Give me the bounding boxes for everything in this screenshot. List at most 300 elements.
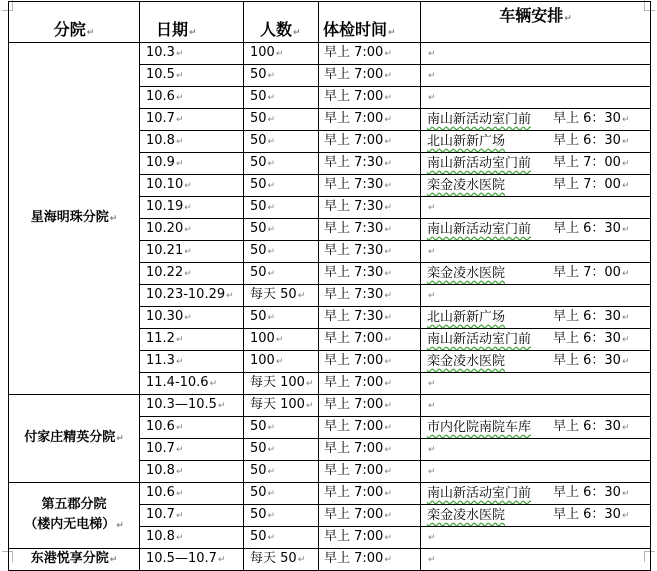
exam-date-cell	[140, 329, 244, 351]
exam-time-cell	[319, 263, 421, 285]
exam-time: 早上 7:00	[324, 353, 384, 368]
paragraph-mark: ↵	[209, 379, 218, 389]
paragraph-mark: ↵	[189, 28, 197, 38]
paragraph-mark: ↵	[384, 159, 392, 169]
vehicle-arrangement-cell	[421, 373, 651, 395]
vehicle-arrangement-cell	[421, 439, 651, 461]
paragraph-mark: ↵	[297, 291, 306, 301]
paragraph-mark: ↵	[267, 489, 276, 499]
vehicle-arrangement-cell	[421, 43, 651, 65]
paragraph-mark: ↵	[267, 93, 276, 103]
paragraph-mark: ↵	[384, 247, 392, 257]
headcount: 每天 50	[250, 551, 297, 566]
exam-date-cell	[140, 109, 244, 131]
paragraph-mark: ↵	[428, 93, 436, 103]
paragraph-mark: ↵	[621, 313, 630, 323]
paragraph-mark: ↵	[267, 313, 276, 323]
exam-time-cell	[319, 109, 421, 131]
paragraph-mark: ↵	[267, 71, 276, 81]
paragraph-mark: ↵	[305, 379, 314, 389]
exam-time: 早上 7:00	[324, 441, 384, 456]
exam-date: 10.20	[146, 221, 184, 236]
exam-date: 11.2	[146, 331, 175, 346]
paragraph-mark: ↵	[293, 28, 301, 38]
branch-name-cell	[9, 43, 140, 395]
headcount-cell	[244, 439, 319, 461]
headcount-cell	[244, 417, 319, 439]
exam-date-cell	[140, 219, 244, 241]
paragraph-mark: ↵	[267, 247, 276, 257]
paragraph-mark: ↵	[267, 181, 276, 191]
exam-date: 10.6	[146, 419, 175, 434]
vehicle-arrangement-cell	[421, 131, 651, 153]
exam-date: 10.6	[146, 89, 175, 104]
headcount-cell	[244, 329, 319, 351]
paragraph-mark: ↵	[109, 555, 118, 565]
exam-date-cell	[140, 395, 244, 417]
paragraph-mark: ↵	[621, 181, 630, 191]
headcount-cell	[244, 109, 319, 131]
headcount: 50	[250, 507, 267, 522]
paragraph-mark: ↵	[384, 115, 392, 125]
paragraph-mark: ↵	[384, 137, 392, 147]
table-header	[9, 2, 651, 43]
pickup-time: 早上 6：30↵	[553, 353, 630, 368]
paragraph-mark: ↵	[267, 137, 276, 147]
paragraph-mark: ↵	[226, 291, 234, 301]
paragraph-mark: ↵	[384, 225, 392, 235]
exam-time-cell	[319, 373, 421, 395]
paragraph-mark: ↵	[184, 313, 192, 323]
paragraph-mark: ↵	[428, 401, 436, 411]
exam-date: 10.5—10.7	[146, 551, 217, 566]
paragraph-mark: ↵	[564, 14, 572, 24]
branch-name: 东港悦享分院	[30, 551, 109, 566]
paragraph-mark: ↵	[175, 357, 184, 367]
exam-time-cell	[319, 461, 421, 483]
exam-time: 早上 7:30	[324, 309, 384, 324]
table-body	[9, 43, 651, 571]
paragraph-mark: ↵	[267, 225, 276, 235]
exam-date: 10.9	[146, 155, 175, 170]
headcount-cell	[244, 483, 319, 505]
headcount-cell	[244, 505, 319, 527]
exam-time-cell	[319, 285, 421, 307]
header-count-label: 人数	[260, 20, 293, 39]
vehicle-arrangement-cell	[421, 417, 651, 439]
pickup-location: 栾金凌水医院	[427, 507, 506, 523]
paragraph-mark: ↵	[384, 71, 392, 81]
headcount: 每天 100	[250, 397, 305, 412]
exam-date-cell	[140, 417, 244, 439]
pickup-location: 栾金凌水医院	[427, 353, 506, 369]
pickup-time: 早上 6：30↵	[553, 133, 630, 148]
headcount: 50	[250, 529, 267, 544]
exam-time: 早上 7:30	[324, 177, 384, 192]
pickup-time: 早上 6：30↵	[553, 221, 630, 236]
header-branch	[9, 2, 140, 43]
table-row	[9, 483, 651, 505]
paragraph-mark: ↵	[621, 137, 630, 147]
exam-time: 早上 7:30	[324, 265, 384, 280]
exam-date-cell	[140, 461, 244, 483]
vehicle-arrangement-cell	[421, 549, 651, 571]
exam-time: 早上 7:00	[324, 507, 384, 522]
exam-date: 10.22	[146, 265, 184, 280]
exam-date: 10.3—10.5	[146, 397, 217, 412]
exam-date-cell	[140, 549, 244, 571]
paragraph-mark: ↵	[175, 335, 184, 345]
exam-time: 早上 7:00	[324, 375, 384, 390]
exam-time: 早上 7:00	[324, 463, 384, 478]
headcount: 50	[250, 309, 267, 324]
headcount-cell	[244, 219, 319, 241]
paragraph-mark: ↵	[428, 203, 436, 213]
exam-time-cell	[319, 175, 421, 197]
paragraph-mark: ↵	[384, 291, 392, 301]
table-row	[9, 43, 651, 65]
header-row	[9, 2, 651, 43]
paragraph-mark: ↵	[267, 511, 276, 521]
paragraph-mark: ↵	[384, 313, 392, 323]
paragraph-mark: ↵	[184, 247, 192, 257]
vehicle-arrangement-cell	[421, 505, 651, 527]
pickup-location: 栾金凌水医院	[427, 177, 506, 193]
paragraph-mark: ↵	[184, 181, 192, 191]
paragraph-mark: ↵	[175, 423, 184, 433]
paragraph-mark: ↵	[384, 269, 392, 279]
exam-time: 早上 7:30	[324, 221, 384, 236]
paragraph-mark: ↵	[384, 423, 392, 433]
headcount-cell	[244, 131, 319, 153]
vehicle-arrangement-cell	[421, 285, 651, 307]
paragraph-mark: ↵	[428, 533, 436, 543]
paragraph-mark: ↵	[217, 555, 226, 565]
header-count	[244, 2, 319, 43]
exam-time-cell	[319, 197, 421, 219]
pickup-time: 早上 6：30↵	[553, 419, 630, 434]
header-exam-time-label: 体检时间	[323, 20, 388, 39]
exam-date: 11.3	[146, 353, 175, 368]
paragraph-mark: ↵	[109, 214, 118, 224]
exam-date: 10.8	[146, 529, 175, 544]
paragraph-mark: ↵	[175, 511, 184, 521]
vehicle-arrangement-cell	[421, 483, 651, 505]
paragraph-mark: ↵	[184, 225, 192, 235]
headcount: 50	[250, 441, 267, 456]
headcount-cell	[244, 285, 319, 307]
exam-date-cell	[140, 285, 244, 307]
exam-time-cell	[319, 131, 421, 153]
exam-date-cell	[140, 241, 244, 263]
paragraph-mark: ↵	[267, 269, 276, 279]
pickup-location: 栾金凌水医院	[427, 265, 506, 281]
exam-time: 早上 7:00	[324, 111, 384, 126]
exam-date: 10.7	[146, 111, 175, 126]
paragraph-mark: ↵	[428, 379, 436, 389]
branch-name: 星海明珠分院	[30, 210, 109, 225]
headcount-cell	[244, 87, 319, 109]
paragraph-mark: ↵	[388, 28, 396, 38]
paragraph-mark: ↵	[621, 511, 630, 521]
exam-time: 早上 7:00	[324, 551, 384, 566]
paragraph-mark: ↵	[175, 467, 184, 477]
paragraph-mark: ↵	[175, 445, 184, 455]
exam-time: 早上 7:30	[324, 287, 384, 302]
exam-time-cell	[319, 65, 421, 87]
exam-time: 早上 7:00	[324, 89, 384, 104]
headcount-cell	[244, 307, 319, 329]
header-vehicle-label: 车辆安排	[499, 6, 564, 25]
exam-date: 10.23-10.29	[146, 287, 226, 302]
exam-date-cell	[140, 505, 244, 527]
paragraph-mark: ↵	[428, 71, 436, 81]
paragraph-mark: ↵	[384, 379, 392, 389]
paragraph-mark: ↵	[267, 467, 276, 477]
table-row	[9, 395, 651, 417]
paragraph-mark: ↵	[184, 203, 192, 213]
paragraph-mark: ↵	[116, 434, 124, 444]
paragraph-mark: ↵	[384, 489, 392, 499]
headcount: 50	[250, 177, 267, 192]
paragraph-mark: ↵	[428, 445, 436, 455]
exam-schedule-table	[8, 1, 651, 571]
exam-date: 10.19	[146, 199, 184, 214]
exam-date: 10.30	[146, 309, 184, 324]
exam-date: 10.21	[146, 243, 184, 258]
exam-date-cell	[140, 263, 244, 285]
headcount-cell	[244, 43, 319, 65]
header-branch-label: 分院	[53, 20, 86, 39]
headcount: 50	[250, 419, 267, 434]
headcount: 100	[250, 353, 275, 368]
paragraph-mark: ↵	[384, 445, 392, 455]
headcount: 50	[250, 463, 267, 478]
paragraph-mark: ↵	[267, 533, 276, 543]
exam-time: 早上 7:00	[324, 331, 384, 346]
header-vehicle	[421, 2, 651, 43]
branch-name-cell	[9, 483, 140, 549]
headcount: 50	[250, 89, 267, 104]
paragraph-mark: ↵	[621, 225, 630, 235]
paragraph-mark: ↵	[384, 357, 392, 367]
pickup-location: 北山新新广场	[427, 309, 506, 325]
paragraph-mark: ↵	[428, 49, 436, 59]
pickup-time: 早上 7：00↵	[553, 265, 630, 280]
branch-name-cell	[9, 549, 140, 571]
vehicle-arrangement-cell	[421, 197, 651, 219]
exam-time-cell	[319, 527, 421, 549]
paragraph-mark: ↵	[275, 357, 284, 367]
exam-time-cell	[319, 307, 421, 329]
table-row	[9, 549, 651, 571]
exam-time-cell	[319, 549, 421, 571]
paragraph-mark: ↵	[275, 335, 284, 345]
paragraph-mark: ↵	[428, 291, 436, 301]
paragraph-mark: ↵	[267, 423, 276, 433]
paragraph-mark: ↵	[175, 489, 184, 499]
paragraph-mark: ↵	[384, 49, 392, 59]
paragraph-mark: ↵	[175, 93, 184, 103]
exam-time-cell	[319, 329, 421, 351]
exam-date-cell	[140, 373, 244, 395]
exam-date-cell	[140, 351, 244, 373]
exam-date: 11.4-10.6	[146, 375, 209, 390]
exam-time-cell	[319, 87, 421, 109]
exam-date-cell	[140, 197, 244, 219]
headcount-cell	[244, 241, 319, 263]
exam-time-cell	[319, 153, 421, 175]
exam-date-cell	[140, 43, 244, 65]
exam-time: 早上 7:30	[324, 155, 384, 170]
exam-date: 10.7	[146, 441, 175, 456]
pickup-time: 早上 6：30↵	[553, 485, 630, 500]
headcount-cell	[244, 65, 319, 87]
headcount-cell	[244, 153, 319, 175]
paragraph-mark: ↵	[621, 115, 630, 125]
branch-name: 付家庄精英分院	[24, 430, 116, 445]
branch-name-cell	[9, 395, 140, 483]
exam-time: 早上 7:00	[324, 419, 384, 434]
exam-time-cell	[319, 505, 421, 527]
exam-date: 10.8	[146, 463, 175, 478]
paragraph-mark: ↵	[621, 357, 630, 367]
paragraph-mark: ↵	[86, 28, 95, 38]
exam-date: 10.10	[146, 177, 184, 192]
headcount-cell	[244, 197, 319, 219]
paragraph-mark: ↵	[384, 533, 392, 543]
paragraph-mark: ↵	[175, 137, 184, 147]
exam-time: 早上 7:30	[324, 243, 384, 258]
headcount: 50	[250, 67, 267, 82]
exam-time: 早上 7:00	[324, 67, 384, 82]
paragraph-mark: ↵	[175, 71, 184, 81]
vehicle-arrangement-cell	[421, 351, 651, 373]
pickup-time: 早上 6：30↵	[553, 111, 630, 126]
exam-date-cell	[140, 65, 244, 87]
paragraph-mark: ↵	[384, 203, 392, 213]
vehicle-arrangement-cell	[421, 65, 651, 87]
paragraph-mark: ↵	[184, 269, 192, 279]
paragraph-mark: ↵	[305, 401, 314, 411]
exam-time-cell	[319, 241, 421, 263]
paragraph-mark: ↵	[175, 49, 184, 59]
exam-date-cell	[140, 527, 244, 549]
paragraph-mark: ↵	[175, 159, 184, 169]
vehicle-arrangement-cell	[421, 109, 651, 131]
exam-time-cell	[319, 417, 421, 439]
exam-date: 10.5	[146, 67, 175, 82]
pickup-location: 南山新活动室门前	[427, 331, 532, 347]
exam-time-cell	[319, 219, 421, 241]
vehicle-arrangement-cell	[421, 219, 651, 241]
paragraph-mark: ↵	[384, 467, 392, 477]
exam-date-cell	[140, 131, 244, 153]
pickup-time: 早上 7：00↵	[553, 177, 630, 192]
header-exam-time	[319, 2, 421, 43]
paragraph-mark: ↵	[384, 335, 392, 345]
headcount: 100	[250, 331, 275, 346]
paragraph-mark: ↵	[428, 247, 436, 257]
exam-date-cell	[140, 307, 244, 329]
branch-name: 第五郡分院	[41, 497, 107, 512]
paragraph-mark: ↵	[621, 489, 630, 499]
exam-date: 10.3	[146, 45, 175, 60]
headcount: 50	[250, 485, 267, 500]
exam-time-cell	[319, 439, 421, 461]
exam-date-cell	[140, 153, 244, 175]
paragraph-mark: ↵	[384, 511, 392, 521]
headcount: 50	[250, 155, 267, 170]
vehicle-arrangement-cell	[421, 175, 651, 197]
paragraph-mark: ↵	[384, 401, 392, 411]
paragraph-mark: ↵	[384, 93, 392, 103]
exam-time-cell	[319, 483, 421, 505]
pickup-time: 早上 6：30↵	[553, 309, 630, 324]
exam-time: 早上 7:00	[324, 485, 384, 500]
paragraph-mark: ↵	[116, 521, 124, 531]
headcount-cell	[244, 351, 319, 373]
headcount: 每天 50	[250, 287, 297, 302]
paragraph-mark: ↵	[621, 159, 630, 169]
exam-date: 10.7	[146, 507, 175, 522]
exam-date-cell	[140, 439, 244, 461]
vehicle-arrangement-cell	[421, 329, 651, 351]
pickup-location: 南山新活动室门前	[427, 221, 532, 237]
exam-time: 早上 7:30	[324, 199, 384, 214]
vehicle-arrangement-cell	[421, 461, 651, 483]
headcount: 50	[250, 199, 267, 214]
paragraph-mark: ↵	[175, 533, 184, 543]
headcount: 50	[250, 111, 267, 126]
vehicle-arrangement-cell	[421, 241, 651, 263]
headcount: 每天 100	[250, 375, 305, 390]
exam-date-cell	[140, 483, 244, 505]
exam-time: 早上 7:00	[324, 45, 384, 60]
exam-date: 10.6	[146, 485, 175, 500]
pickup-location: 南山新活动室门前	[427, 155, 532, 171]
exam-time: 早上 7:00	[324, 133, 384, 148]
paragraph-mark: ↵	[267, 115, 276, 125]
pickup-location: 北山新新广场	[427, 133, 506, 149]
paragraph-mark: ↵	[621, 335, 630, 345]
vehicle-arrangement-cell	[421, 87, 651, 109]
pickup-location: 南山新活动室门前	[427, 485, 532, 501]
pickup-location: 南山新活动室门前	[427, 111, 532, 127]
exam-time: 早上 7:00	[324, 397, 384, 412]
vehicle-arrangement-cell	[421, 153, 651, 175]
paragraph-mark: ↵	[267, 445, 276, 455]
paragraph-mark: ↵	[621, 269, 630, 279]
header-date-label: 日期	[156, 20, 189, 39]
paragraph-mark: ↵	[384, 181, 392, 191]
exam-time: 早上 7:00	[324, 529, 384, 544]
exam-date-cell	[140, 175, 244, 197]
headcount-cell	[244, 373, 319, 395]
headcount-cell	[244, 175, 319, 197]
exam-date-cell	[140, 87, 244, 109]
paragraph-mark: ↵	[217, 401, 226, 411]
vehicle-arrangement-cell	[421, 263, 651, 285]
paragraph-mark: ↵	[384, 555, 392, 565]
paragraph-mark: ↵	[297, 555, 306, 565]
paragraph-mark: ↵	[275, 49, 284, 59]
paragraph-mark: ↵	[267, 159, 276, 169]
paragraph-mark: ↵	[428, 555, 436, 565]
vehicle-arrangement-cell	[421, 527, 651, 549]
headcount: 50	[250, 243, 267, 258]
headcount-cell	[244, 263, 319, 285]
